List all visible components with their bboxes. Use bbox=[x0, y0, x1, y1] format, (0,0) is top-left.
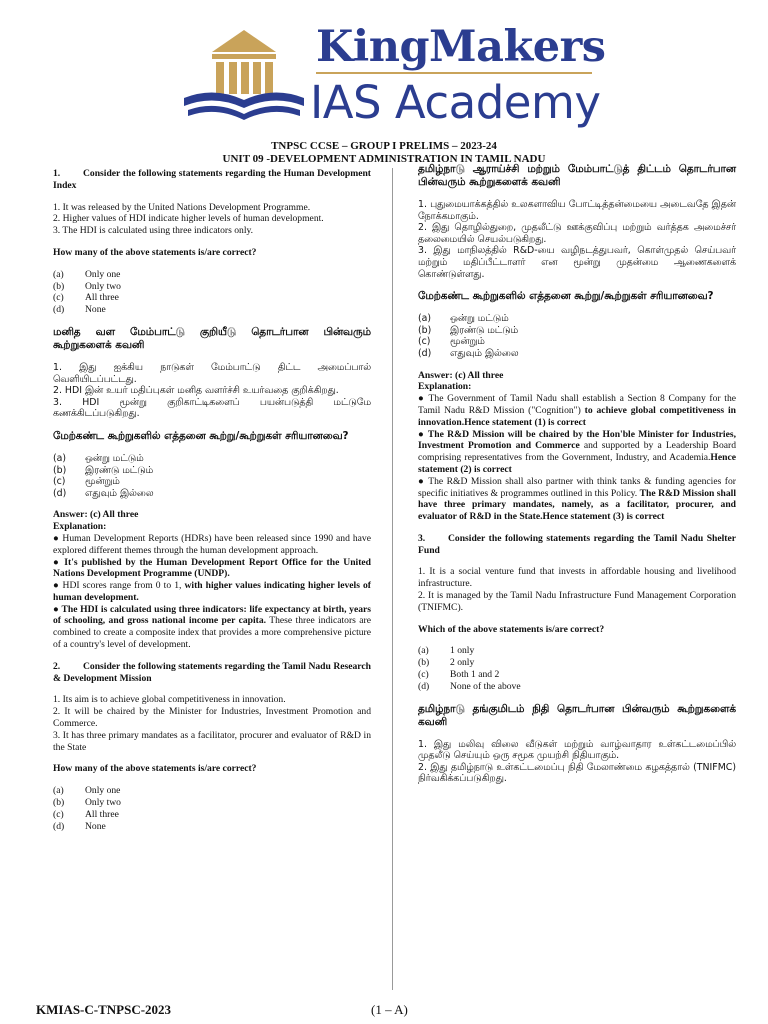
question-3-ask: Which of the above statements is/are correct? bbox=[418, 623, 605, 635]
question-1-tamil-ask: மேற்கண்ட கூற்றுகளில் எத்தனை கூற்று/கூற்றுகள் சரியானவை? bbox=[53, 429, 349, 442]
question-1-ask: How many of the above statements is/are correct? bbox=[53, 246, 257, 258]
question-1-tamil-options bbox=[53, 453, 371, 499]
title-line2: UNIT 09 -DEVELOPMENT ADMINISTRATION IN TAMIL NADU bbox=[222, 153, 546, 165]
question-2: 2. Consider the following statements regarding the Tamil Nadu Research & Development Mission bbox=[53, 660, 371, 684]
statement: 1. Its aim is to achieve global competitiveness in innovation. bbox=[53, 694, 286, 706]
column-divider bbox=[392, 168, 393, 990]
option-c: (c) All three bbox=[53, 808, 119, 820]
explanation-bullet: ● The Government of Tamil Nadu shall establish a Section 8 Company for the Tamil Nadu R&D Mission ("Cognition") to achieve global competitiveness in innovation.Hence statement (1) is correct bbox=[418, 393, 737, 428]
option-b: (b) Only two bbox=[53, 280, 121, 292]
answer-1 bbox=[53, 509, 371, 651]
question-2-tamil-statements bbox=[418, 199, 736, 280]
explanation-bullet: ● It's published by the Human Development Report Office for the United Nations Development Programme (UNDP). bbox=[53, 556, 371, 580]
brand-name-line2: IAS Academy bbox=[310, 76, 601, 129]
question-2-tamil-options bbox=[418, 313, 736, 359]
explanation-label: Explanation: bbox=[53, 521, 107, 533]
option-a: (a) Only one bbox=[53, 785, 121, 797]
statement: 2. It is managed by the Tamil Nadu Infrastructure Fund Management Corporation (TNIFMC). bbox=[418, 590, 736, 613]
question-1: 1. Consider the following statements regarding the Human Development Index bbox=[53, 168, 371, 191]
question-2-tamil-ask: மேற்கண்ட கூற்றுகளில் எத்தனை கூற்று/கூற்றுகள் சரியானவை? bbox=[418, 290, 714, 303]
question-2-statements bbox=[53, 694, 371, 753]
option-b: (b) Only two bbox=[53, 797, 121, 809]
answer-label: Answer: (c) All three bbox=[418, 369, 504, 381]
title-line1: TNPSC CCSE – GROUP I PRELIMS – 2023-24 bbox=[271, 140, 497, 152]
statement: 2. இது தமிழ்நாடு உள்கட்டமைப்பு நிதி மேலாண்மை கழகத்தால் (TNIFMC) நிர்வகிக்கப்படுகிறது. bbox=[418, 761, 736, 785]
statement: 3. It has three primary mandates as a facilitator, procurer and evaluator of R&D in the State bbox=[53, 729, 371, 753]
option-a: (a) Only one bbox=[53, 268, 121, 280]
question-1-statements bbox=[53, 202, 371, 237]
option-d: (d) எதுவும் இல்லை bbox=[418, 347, 519, 359]
statement: 3. HDI மூன்று குறிகாட்டிகளைப் பயன்படுத்தி மட்டுமே கணக்கிடப்படுகிறது. bbox=[53, 396, 371, 420]
option-a: (a) ஒன்று மட்டும் bbox=[418, 313, 509, 325]
option-c: (c) All three bbox=[53, 292, 119, 304]
option-c: (c) மூன்றும் bbox=[53, 476, 120, 488]
option-c: (c) மூன்றும் bbox=[418, 336, 485, 348]
explanation-bullet: ● The HDI is calculated using three indicators: life expectancy at birth, years of schooling, and gross national income per capita. These three indicators are combined to create a composite index that provides a more comprehensive picture of a country's level of development. bbox=[53, 603, 371, 651]
answer-label: Answer: (c) All three bbox=[53, 509, 139, 521]
brand-rule bbox=[316, 72, 592, 74]
statement: 2. HDI இன் உயர் மதிப்புகள் மனித வளர்ச்சி உயர்வதை குறிக்கிறது. bbox=[53, 385, 339, 397]
question-2-tamil-heading: தமிழ்நாடு ஆராய்ச்சி மற்றும் மேம்பாட்டுத் திட்டம் தொடர்பான பின்வரும் கூற்றுகளைக் கவனி bbox=[418, 163, 736, 188]
question-1-tamil-heading: மனித வள மேம்பாட்டு குறியீடு தொடர்பான பின்வரும் கூற்றுகளைக் கவனி bbox=[53, 325, 371, 351]
explanation-bullet: ● Human Development Reports (HDRs) have been released since 1990 and have explored different themes through the human development approach. bbox=[53, 532, 371, 556]
explanation-label: Explanation: bbox=[418, 381, 472, 393]
question-2-options bbox=[53, 785, 371, 832]
question-3-tamil-heading: தமிழ்நாடு தங்குமிடம் நிதி தொடர்பான பின்வரும் கூற்றுகளைக் கவனி bbox=[418, 702, 736, 728]
statement: 1. இது ஐக்கிய நாடுகள் மேம்பாட்டு திட்ட அமைப்பால் வெளியிடப்பட்டது. bbox=[53, 361, 371, 385]
statement: 3. The HDI is calculated using three indicators only. bbox=[53, 225, 254, 237]
option-b: (b) 2 only bbox=[418, 657, 475, 669]
statement: 1. It was released by the United Nations Development Programme. bbox=[53, 201, 311, 213]
explanation-bullet: ● The R&D Mission will be chaired by the Hon'ble Minister for Industries, Investment Promotion and Commerce and supported by a Leadership Board comprising representatives from the Government, Industry, and Academia.Hence statement (2) is correct bbox=[418, 428, 737, 475]
statement: 3. இது மாநிலத்தில் R&D-யை வழிநடத்துபவர், கொள்முதல் செய்பவர் மற்றும் மதிப்பீட்டாளர் என மூன்று முதன்மை ஆணைகளைக் கொண்டுள்ளது. bbox=[418, 245, 736, 280]
option-d: (d) None of the above bbox=[418, 680, 521, 692]
option-b: (b) இரண்டு மட்டும் bbox=[53, 464, 154, 476]
footer-code: KMIAS-C-TNPSC-2023 bbox=[36, 1002, 172, 1017]
question-1-tamil-statements bbox=[53, 362, 371, 420]
question-3-tamil-statements bbox=[418, 739, 736, 785]
question-3-statements bbox=[418, 566, 736, 613]
option-b: (b) இரண்டு மட்டும் bbox=[418, 324, 519, 336]
statement: 1. இது மலிவு விலை வீடுகள் மற்றும் வாழ்வாதார உள்கட்டமைப்பில் முதலீடு செய்யும் ஒரு சமூக முயற்சி நிதியாகும். bbox=[418, 738, 736, 762]
option-a: (a) 1 only bbox=[418, 645, 475, 657]
question-3: 3. Consider the following statements regarding the Tamil Nadu Shelter Fund bbox=[418, 532, 736, 556]
question-2-ask: How many of the above statements is/are correct? bbox=[53, 763, 257, 775]
option-d: (d) None bbox=[53, 304, 106, 316]
statement: 1. It is a social venture fund that invests in affordable housing and livelihood infrastructure. bbox=[418, 566, 736, 590]
header bbox=[0, 0, 768, 150]
option-d: (d) எதுவும் இல்லை bbox=[53, 487, 154, 499]
explanation-bullet: ● The R&D Mission shall also partner with think tanks & funding agencies for specific initiatives & programmes outlined in this Policy. The R&D Mission shall have three primary mandates, namely, as a facilitator, procurer, and evaluator of R&D in the State.Hence statement (3) is correct bbox=[418, 475, 736, 523]
question-1-options bbox=[53, 269, 371, 316]
academy-building-logo bbox=[182, 24, 306, 124]
question-3-options bbox=[418, 645, 736, 692]
answer-2 bbox=[418, 370, 736, 523]
brand-name-line1: KingMakers bbox=[316, 22, 606, 72]
left-column bbox=[53, 168, 371, 842]
option-c: (c) Both 1 and 2 bbox=[418, 669, 500, 681]
statement: 2. Higher values of HDI indicate higher levels of human development. bbox=[53, 213, 324, 225]
statement: 2. இது தொழில்துறை, முதலீட்டு ஊக்குவிப்பு மற்றும் வர்த்தக அமைச்சர் தலைமையில் செயல்படுகிறது. bbox=[418, 222, 736, 245]
statement: 1. புதுமையாக்கத்தில் உலகளாவிய போட்டித்தன்மையை அடைவதே இதன் நோக்கமாகும். bbox=[418, 199, 736, 222]
option-a: (a) ஒன்று மட்டும் bbox=[53, 452, 144, 464]
right-column bbox=[418, 163, 736, 795]
statement: 2. It will be chaired by the Minister for Industries, Investment Promotion and Commerce. bbox=[53, 706, 371, 730]
page-number: (1 – A) bbox=[371, 1002, 408, 1017]
explanation-bullet: ● HDI scores range from 0 to 1, with higher values indicating higher levels of human development. bbox=[53, 580, 371, 603]
option-d: (d) None bbox=[53, 820, 106, 832]
